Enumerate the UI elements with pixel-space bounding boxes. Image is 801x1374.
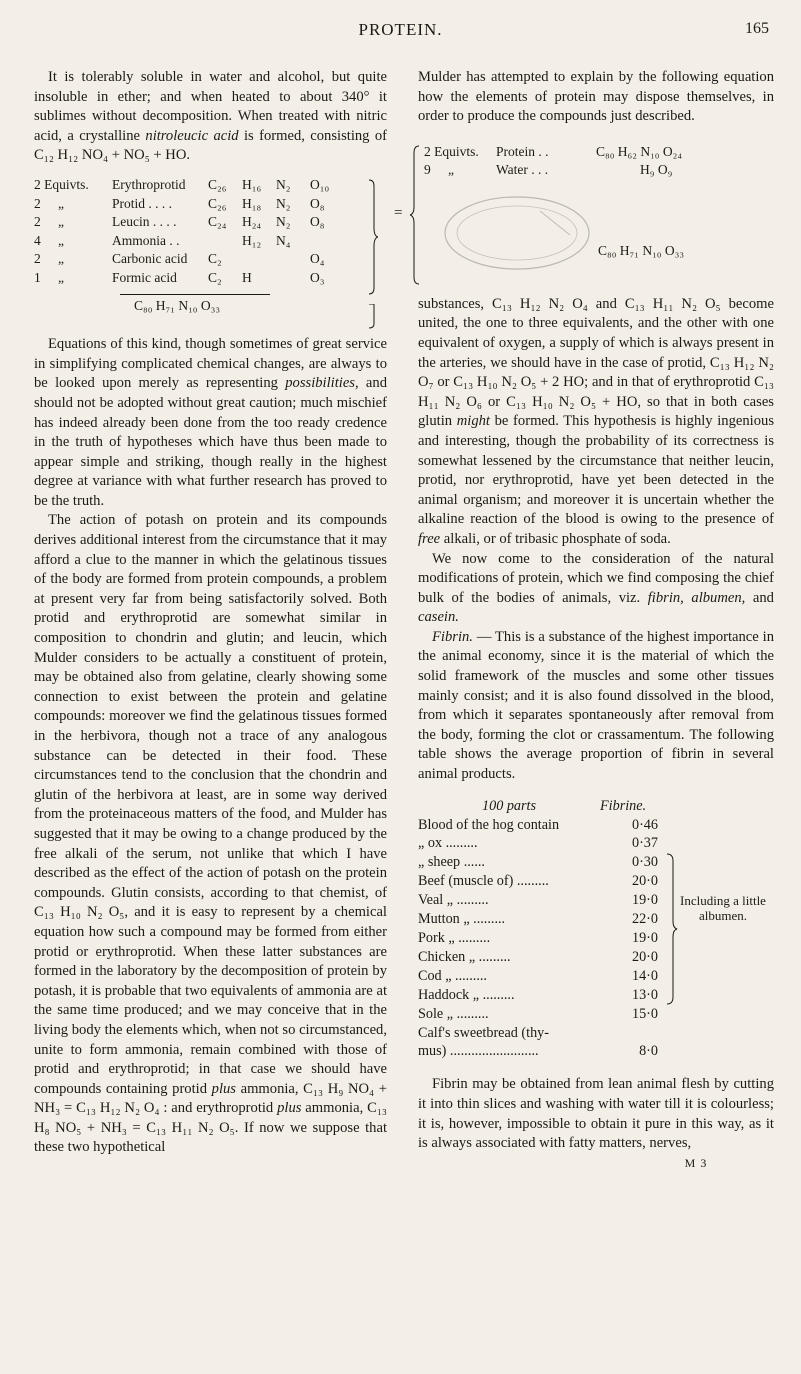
equation-count: 9 (424, 162, 431, 178)
fibrin-row-value: 0·37 (631, 835, 658, 852)
paragraph-nitroleucic (34, 68, 387, 166)
formula-count: 1 (34, 269, 41, 285)
fibrin-row (418, 929, 774, 948)
formula-row (34, 269, 344, 288)
fibrin-row-label: Pork „ ......... (418, 929, 491, 946)
formula-element: H (242, 269, 252, 285)
fibrin-row-label: Sole „ ......... (418, 1005, 489, 1022)
text-run: ammonia, C₁₃ H₉ NO₄ + NH₃ = C₁₃ H₁₂ N₂ O₄ : and erythroprotid (34, 1080, 387, 1117)
formula-count: 4 (34, 232, 41, 248)
formula-substance: Ammonia . . (112, 232, 180, 248)
equation-formula: H₉ O₉ (640, 162, 673, 178)
fibrin-row (418, 853, 774, 872)
fibrin-row-label: Calf's sweetbread (thy- (418, 1024, 549, 1041)
formula-element: O₈ (310, 195, 325, 211)
text-run: alkali, or of tribasic phosphate of soda. (440, 530, 671, 547)
col-parts: 100 parts (482, 797, 536, 814)
fibrin-row-label: Mutton „ ......... (418, 911, 506, 928)
formula-table (34, 176, 387, 315)
formula-element: N₄ (276, 232, 291, 248)
fibrin-note: Including a little albumen. (680, 892, 766, 923)
formula-element: O₃ (310, 269, 325, 285)
right-column (394, 68, 775, 1173)
page-number: 165 (745, 20, 769, 37)
term-nitroleucic: nitroleucic acid (145, 127, 239, 144)
fibrin-row (418, 834, 774, 853)
fibrin-row-value: 14·0 (631, 967, 658, 984)
term-plus: plus (211, 1080, 236, 1097)
bottom-brace-icon (368, 304, 378, 330)
formula-row (34, 195, 344, 214)
fibrin-row (418, 816, 774, 835)
fibrin-row-value: 13·0 (631, 986, 658, 1003)
equation-substance: Protein . . (496, 143, 549, 159)
formula-element: O₄ (310, 251, 325, 267)
fibrin-row-value: 8·0 (639, 1043, 658, 1060)
formula-substance: Protid . . . . (112, 195, 173, 211)
formula-row (34, 213, 344, 232)
text-run: Equations of this kind, though sometimes of great service in simplifying complicated chemical changes, are always to be looked upon merely as representing (34, 336, 387, 392)
paragraph-obtained: Fibrin may be obtained from lean animal flesh by cutting it into thin slices and washing with water till it is colourless; it is, however, impossible to obtain it pure in this way, as it is always associated with fatty matters, nerves, (418, 1076, 774, 1152)
term-might: might (456, 413, 490, 430)
running-header (0, 20, 801, 44)
fibrin-row-label: Beef (muscle of) ......... (418, 873, 549, 890)
text-run: — This is a substance of the highest importance in the animal economy, since it is the material of which the solid framework of the muscles and some other tissues mainly consist; and it is also found dissolved in the blood, from which it separates spontaneously after removal from the body, forming the clot or crassamentum. The following table shows the average proportion of fibrin in several animal products. (418, 628, 774, 783)
left-brace-icon (410, 145, 420, 285)
text-run: We now come to the consideration of the natural modifications of protein, which we find composing the chief bulk of the bodies of animals, viz. (418, 550, 774, 606)
fibrin-row (418, 872, 774, 891)
formula-element: H₁₂ (242, 232, 262, 248)
col-fibrine: Fibrine. (600, 797, 647, 814)
ditto-mark: „ (58, 269, 64, 285)
fibrin-row-value: 19·0 (631, 929, 658, 946)
formula-element (276, 269, 310, 288)
running-title: PROTEIN. (358, 20, 443, 39)
formula-element: C₂ (208, 251, 222, 267)
formula-element (276, 250, 310, 269)
formula-element: H₁₈ (242, 195, 262, 211)
formula-sum: C₈₀ H₇₁ N₁₀ O₃₃ (134, 297, 221, 313)
right-brace-icon (666, 853, 678, 1005)
library-stamp-icon (442, 193, 592, 273)
formula-substance: Formic acid (112, 269, 177, 285)
fibrin-row-value: 0·46 (631, 816, 658, 833)
paragraph-hypothesis (418, 295, 774, 550)
fibrin-row-label: Veal „ ......... (418, 892, 489, 909)
formula-element (242, 250, 276, 269)
fibrin-row (418, 1005, 774, 1024)
term-plus: plus (277, 1100, 302, 1117)
equation-row: 9 „ Water . . . H₉ O₉ (424, 161, 774, 180)
formula-element: H₂₄ (242, 214, 262, 230)
fibrin-row-label: „ ox ......... (418, 835, 478, 852)
term-possibilities: possibilities (285, 375, 355, 392)
fibrin-row-value: 20·0 (631, 948, 658, 965)
formula-count: 2 (34, 214, 41, 230)
fibrin-row-value: 19·0 (631, 892, 658, 909)
signature-mark: M 3 (684, 1155, 708, 1170)
fibrin-row-label: Haddock „ ......... (418, 986, 515, 1003)
ditto-mark: „ (58, 214, 64, 230)
formula-element: N₂ (276, 195, 291, 211)
ditto-mark: „ (58, 251, 64, 267)
text-run: ammonia, C₁₃ H₈ NO₅ + NH₃ = C₁₃ H₁₁ N₂ O₅. If now we suppose that these two hypothetical (34, 1100, 387, 1156)
fibrin-row-value: 15·0 (631, 1005, 658, 1022)
term-free: free (418, 530, 441, 547)
equation-substance: Water . . . (496, 162, 549, 178)
text-run: substances, C₁₃ H₁₂ N₂ O₄ and C₁₃ H₁₁ N₂ O₅ become united, the one to three equivalents, and the other with one equivalent of oxygen, a supply of which is always present in the arteries, we should have in the case of protid, C₁₃ H₁₂ N₂ O₇ or C₁₃ H₁₀ N₂ O₅ + 2 HO; and in that of erythroprotid C₁₃ H₁₁ N₂ O₆ or C₁₃ H₁₀ N₂ O₅ + HO, so that in both cases glutin (418, 295, 774, 430)
section-head-fibrin: Fibrin. (432, 628, 473, 645)
paragraph-modifications (418, 550, 774, 628)
formula-element: H₁₆ (242, 176, 262, 192)
sum-rule (120, 294, 270, 295)
fibrin-row-value (618, 1024, 658, 1043)
formula-row (34, 250, 344, 269)
formula-element (208, 232, 242, 251)
formula-element (310, 232, 344, 251)
left-column (34, 68, 387, 1158)
fibrin-table (418, 797, 774, 1062)
formula-element: N₂ (276, 214, 291, 230)
formula-substance: Erythroprotid (112, 176, 186, 192)
equation-formula: C₈₀ H₆₂ N₁₀ O₂₄ (596, 143, 683, 159)
equation-sum: C₈₀ H₇₁ N₁₀ O₃₃ (598, 242, 685, 258)
paragraph-fibrin (418, 628, 774, 785)
formula-count: 2 (34, 251, 41, 267)
equation-row (424, 143, 774, 162)
formula-row (34, 176, 344, 195)
fibrin-row (418, 986, 774, 1005)
text-run: be formed. This hypothesis is highly ingenious and interesting, though the probability of its correctness is somewhat lessened by the circumstance that neither leucin, protid, nor erythroprotid, have yet been detected in the animal organism; and moreover it is uncertain whether the alkaline reaction of the blood is owing to the presence of (418, 413, 775, 528)
equation-count: 2 Equivts. (424, 143, 479, 159)
formula-substance: Carbonic acid (112, 251, 188, 267)
formula-element: C₂₄ (208, 214, 227, 230)
fibrin-row-label: Blood of the hog contain (418, 816, 560, 833)
formula-count: 2 Equivts. (34, 176, 89, 192)
ditto-mark: „ (58, 232, 64, 248)
text-run: , and should not be adopted without great caution; much mischief has indeed already been done from the too ready credence in the truth of hypotheses which have thus been made to appear simple and striking, though really in the highest degree at variance with what further research has proved to be the truth. (34, 375, 387, 509)
term-casein: casein. (418, 609, 459, 626)
text-run: The action of potash on protein and its compounds derives additional interest from the circumstance that it may afford a clue to the manner in which the gelatinous tissues of the body are formed from protein compounds, a problem at present very far from being satisfactorily solved. Both protid and erythroprotid are somewhat similar in composition to chondrin and glutin; and leucin, which Mulder considers to be actually a constituent of protein, may be obtained also from gelatine, clearly showing some connection to exist between the protein and gelatine compounds: moreover we find the gelatinous tissues formed in the herbivora, though not a trace of any analogous substance can be detected in their food. These circumstances tend to the conclusion that the chondrin and glutin of the herbivora at least, are in some way derived from the proteinaceous matters of the food, and Mulder has suggested that it may be owing to a change produced by the free alkali of the serum, not unlike that which I have described as the effect of the action of potash on the protein compounds. Glutin consists, according to that chemist, of C₁₃ H₁₀ N₂ O₅, and it is easy to represent by a chemical equation how such a compound may be formed from either protid or erythroprotid. When these latter substances are formed in the laboratory by the decomposition of protein by potash, it is probable that two equivalents of ammonia are at the same time produced; and we may conceive that in the living body the elements which, when not so circumstanced, unite to form ammonia, remain combined with those of protid and erythroprotid; in that case we should have compounds containing protid (34, 512, 387, 1097)
formula-row (34, 232, 344, 251)
protein-equation (394, 143, 774, 283)
fibrin-row (418, 1042, 774, 1061)
paragraph-equations (34, 335, 387, 511)
formula-element: C₂₆ (208, 176, 227, 192)
right-brace-icon (368, 178, 378, 296)
formula-element: O₈ (310, 214, 325, 230)
formula-element: N₂ (276, 176, 291, 192)
fibrin-row-label: „ sheep ...... (418, 854, 485, 871)
fibrin-row-value: 22·0 (631, 911, 658, 928)
equals-sign: = (394, 204, 403, 221)
text-run: and (745, 589, 774, 606)
formula-substance: Leucin . . . . (112, 214, 177, 230)
fibrin-row-label: Cod „ ......... (418, 967, 487, 984)
formula-element: C₂₆ (208, 195, 227, 211)
formula-count: 2 (34, 195, 41, 211)
formula-element: O₁₀ (310, 176, 330, 192)
fibrin-row (418, 967, 774, 986)
text-run: is formed, consisting of C₁₂ H₁₂ NO₄ + NO₅ + HO. (34, 127, 388, 164)
fibrin-table-header (418, 797, 774, 816)
text-run: It is tolerably soluble in water and alcohol, but quite insoluble in ether; and when heated to about 340° it sublimes without decomposition. When treated with nitric acid, a crystalline (34, 69, 387, 144)
term-fibrin-albumen: fibrin, albumen, (647, 589, 746, 606)
paragraph-potash (34, 511, 387, 1158)
fibrin-row-label: Chicken „ ......... (418, 948, 511, 965)
ditto-mark: „ (58, 195, 64, 211)
formula-element: C₂ (208, 269, 222, 285)
fibrin-row (418, 1024, 774, 1043)
fibrin-row-value: 20·0 (631, 873, 658, 890)
paragraph-mulder: Mulder has attempted to explain by the following equation how the elements of protein may dispose themselves, in order to produce the compounds just described. (418, 69, 774, 125)
fibrin-row-value: 0·30 (631, 854, 658, 871)
fibrin-row-label: mus) ......................... (418, 1043, 539, 1060)
fibrin-row (418, 948, 774, 967)
